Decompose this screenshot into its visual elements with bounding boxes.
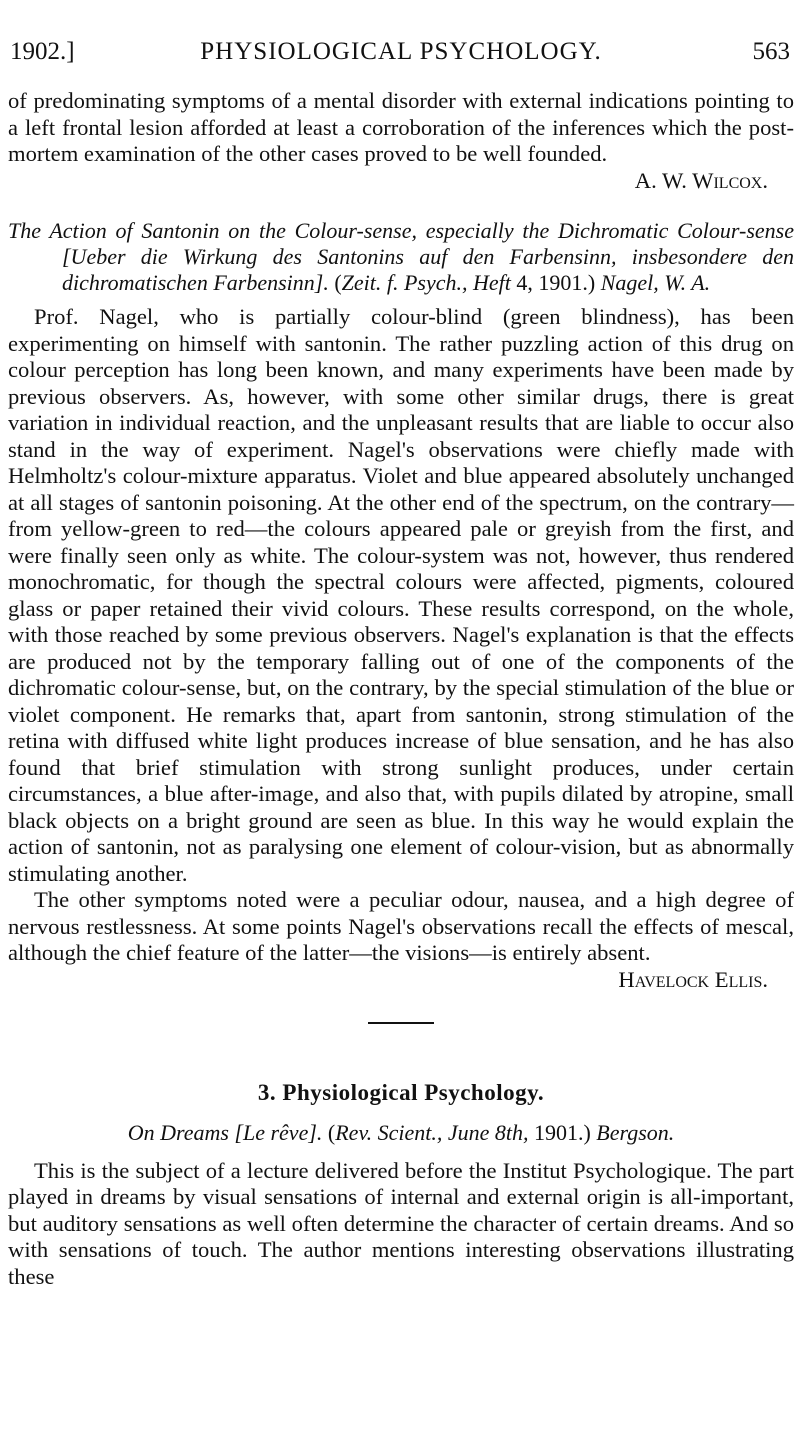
header-year: 1902.]	[10, 38, 75, 65]
article1-paragraph-1: Prof. Nagel, who is partially colour-blind (green blindness), has been experimenting on himself with santonin. The rather puzzling action of this drug on colour perception has long been known, and many experiments have been made by previous observers. As, however, with some other similar drugs, there is great variation in individual reaction, and the unpleasant results that are liable to occur also stand in the way of experiment. Nagel's observations were chiefly made with Helmholtz's colour-mixture apparatus. Violet and blue appeared absolutely unchanged at all stages of santonin poisoning. At the other end of the spectrum, on the contrary—from yellow-green to red—the colours appeared pale or greyish from the first, and were finally seen only as white. The colour-system was not, however, thus rendered monochromatic, for though the spectral colours were affected, pigments, coloured glass or paper retained their vivid colours. These results correspond, on the whole, with those reached by some previous observers. Nagel's explanation is that the effects are produced not by the temporary falling out of one of the components of the dichromatic colour-sense, but, on the contrary, by the special stimulation of the blue or violet component. He remarks that, apart from santonin, strong stimulation of the retina with diffused white light produces increase of blue sensation, and he has also found that brief stimulation with strong sunlight produces, under certain circumstances, a blue after-image, and also that, with pupils dilated by atropine, small black objects on a bright ground are seen as blue. In this way he would explain the action of santonin, not as paralysing one element of colour-vision, but as abnormally stimulating another.	[8, 304, 794, 886]
article1-reference	[8, 218, 794, 296]
article2-reference	[8, 1120, 794, 1146]
article1-author: Nagel, W. A.	[600, 270, 711, 295]
article1-title: The Action of Santonin on the Colour-sense, especially the Dichromatic Colour-sense [Ueber die Wirkung des Santonins auf den Farbensinn, insbesondere den dichromatischen Farbensinn].	[8, 218, 794, 295]
article2-author: Bergson.	[596, 1119, 675, 1145]
article1-paragraph-2-text: The other symptoms noted were a peculiar odour, nausea, and a high degree of nervous restlessness. At some points Nagel's observations recall the effects of mescal, although the chief feature of the latter—the visions—is entirely absent.	[8, 887, 794, 965]
article2-paragraph-1: This is the subject of a lecture delivered before the Institut Psychologique. The part played in dreams by visual sensations of internal and external origin is all-important, but auditory sensations as well often determine the character of certain dreams. And so with sensations of touch. The author mentions interesting observations illustrating these	[8, 1157, 794, 1289]
article2-journal: Rev. Scient., June 8th,	[335, 1119, 529, 1145]
article1-journal: Zeit. f. Psych., Heft	[341, 270, 511, 295]
article1-body	[8, 304, 794, 992]
section-divider	[368, 1022, 434, 1024]
article2-title: On Dreams [Le rêve].	[127, 1119, 323, 1145]
page-number: 563	[752, 38, 790, 65]
article1-issue: 4, 1901.)	[516, 270, 596, 295]
article2-body	[8, 1158, 794, 1291]
continuation-paragraph	[8, 88, 794, 168]
continuation-text: of predominating symptoms of a mental disorder with external indications pointing to a left frontal lesion afforded at least a corroboration of the inferences which the post-mortem examination of the other cases proved to be well founded.	[8, 88, 794, 166]
signature-wilcox: A. W. Wilcox.	[634, 167, 768, 193]
header-title: PHYSIOLOGICAL PSYCHOLOGY.	[200, 38, 602, 65]
continuation-signature-line	[8, 168, 794, 195]
article2-year: 1901.)	[533, 1119, 591, 1145]
section-heading: 3. Physiological Psychology.	[257, 1079, 545, 1105]
article2-paren: (	[327, 1119, 336, 1145]
article1-paragraph-2	[8, 887, 794, 992]
running-header	[8, 0, 794, 70]
article1-paren: (	[334, 270, 342, 295]
signature-ellis: Havelock Ellis.	[618, 966, 768, 992]
